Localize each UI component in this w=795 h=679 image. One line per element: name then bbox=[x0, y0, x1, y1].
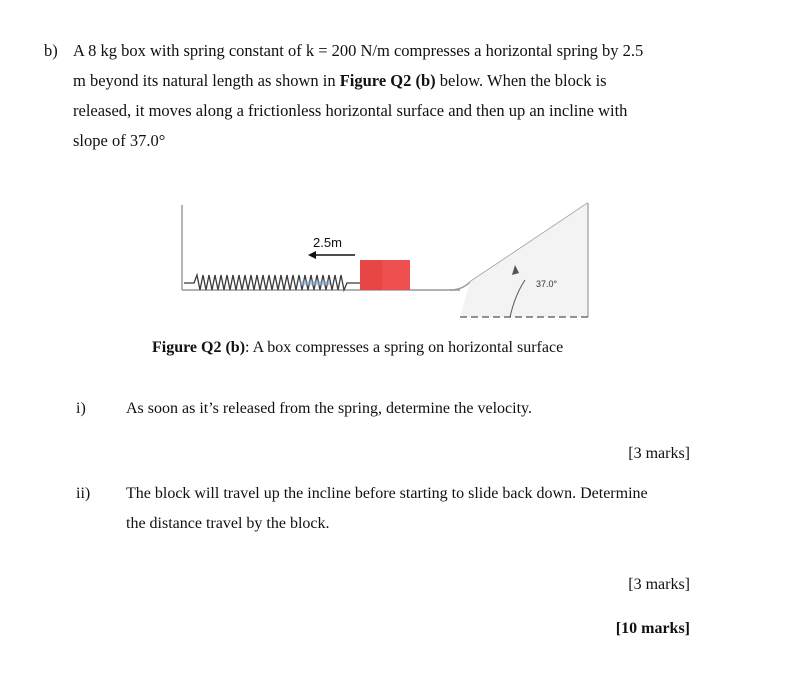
arrow-head bbox=[308, 251, 316, 259]
figure-caption-text: : A box compresses a spring on horizontal surface bbox=[245, 339, 564, 356]
question-b-line-1: A 8 kg box with spring constant of k = 200 N/m compresses a horizontal spring by 2.5 bbox=[73, 41, 644, 60]
incline-fill bbox=[460, 203, 588, 317]
part-ii-text-line-2: the distance travel by the block. bbox=[126, 515, 330, 532]
part-ii-text-line-1: The block will travel up the incline before starting to slide back down. Determine bbox=[126, 485, 648, 502]
spring-incline-figure bbox=[170, 195, 600, 330]
part-i-marks: [3 marks] bbox=[628, 445, 690, 462]
question-b-line-2 bbox=[73, 71, 607, 91]
figure-caption-ref: Figure Q2 (b) bbox=[152, 339, 246, 356]
angle-label: 37.0° bbox=[536, 279, 558, 289]
box-shade bbox=[360, 260, 382, 290]
part-ii-marks: [3 marks] bbox=[628, 576, 690, 593]
question-b-label: b) bbox=[44, 41, 58, 60]
total-marks: [10 marks] bbox=[615, 620, 690, 637]
question-b-line-4: slope of 37.0° bbox=[73, 131, 166, 150]
spring-highlight bbox=[300, 281, 330, 285]
spring bbox=[184, 275, 360, 290]
question-b-line-3: released, it moves along a frictionless horizontal surface and then up an incline with bbox=[73, 101, 628, 120]
question-b-line-2-prefix: m beyond its natural length as shown in bbox=[73, 71, 340, 90]
part-ii-number: ii) bbox=[76, 485, 91, 502]
displacement-label: 2.5m bbox=[313, 235, 342, 250]
question-b-line-2-suffix: below. When the block is bbox=[435, 71, 607, 90]
part-i-text: As soon as it’s released from the spring, determine the velocity. bbox=[126, 400, 532, 417]
figure-caption bbox=[152, 339, 563, 357]
figure-reference: Figure Q2 (b) bbox=[339, 71, 436, 90]
part-i-number: i) bbox=[76, 400, 86, 417]
